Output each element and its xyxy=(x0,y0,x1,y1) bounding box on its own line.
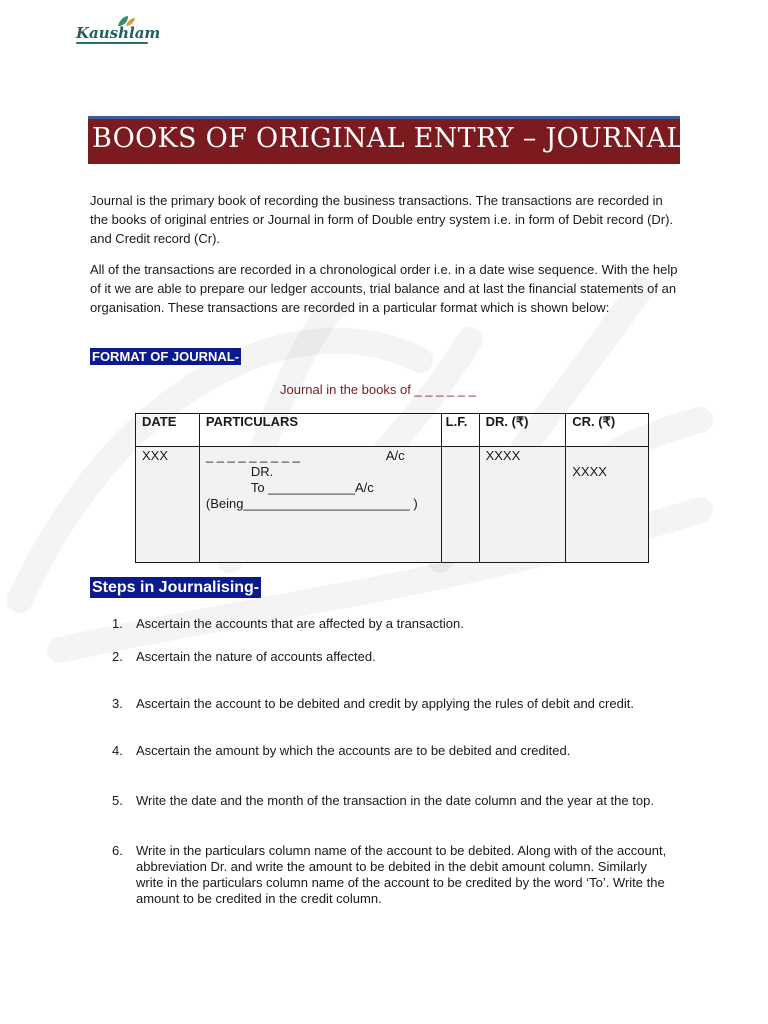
header-dr: DR. (₹) xyxy=(479,414,566,447)
journal-format-table xyxy=(135,413,649,563)
table-header-row xyxy=(136,414,649,447)
table-row xyxy=(136,447,649,563)
debit-account-ac: A/c xyxy=(385,448,405,463)
page-title-bar xyxy=(88,116,685,164)
cell-date: XXX xyxy=(136,447,200,563)
header-particulars: PARTICULARS xyxy=(199,414,441,447)
step-number: 2. xyxy=(112,649,123,664)
header-cr: CR. (₹) xyxy=(566,414,649,447)
cell-particulars xyxy=(199,447,441,563)
step-number: 4. xyxy=(112,743,123,758)
header-lf: L.F. xyxy=(441,414,479,447)
step-text: Ascertain the account to be debited and credit by applying the rules of debit and credit. xyxy=(136,696,634,711)
logo-underline xyxy=(76,42,148,44)
header-date: DATE xyxy=(136,414,200,447)
step-text: Write in the particulars column name of the account to be debited. Along with of the account, abbreviation Dr. and write the amount to be debited in the debit amount column. Similarly write in the particulars column name of the account to be credited by the word ‘To’. Write the amount to be credited in the credit column. xyxy=(136,843,667,906)
step-number: 1. xyxy=(112,616,123,631)
logo-text: Kaushlam xyxy=(76,24,161,42)
intro-paragraph: Journal is the primary book of recording the business transactions. The transactions are recorded in the books of original entries or Journal in form of Double entry system i.e. in form of Debit record (Dr). and Credit record (Cr). xyxy=(90,193,674,246)
step-text: Ascertain the accounts that are affected by a transaction. xyxy=(136,616,464,631)
debit-account-blank: _ _ _ _ _ _ _ _ _ xyxy=(205,448,300,463)
journal-caption: Journal in the books of _ _ _ _ _ _ xyxy=(280,382,476,397)
steps-heading: Steps in Journalising- xyxy=(92,579,260,596)
page-title: BOOKS OF ORIGINAL ENTRY – JOURNAL xyxy=(92,123,685,154)
narration-line: (Being_______________________ ) xyxy=(205,496,418,511)
credit-account-line: To ____________A/c xyxy=(250,480,374,495)
cell-cr xyxy=(566,447,649,563)
step-number: 3. xyxy=(112,696,123,711)
cell-dr: XXXX xyxy=(479,447,566,563)
step-number: 5. xyxy=(112,793,123,808)
step-text: Write the date and the month of the transaction in the date column and the year at the top. xyxy=(136,793,654,808)
dr-abbrev: DR. xyxy=(250,464,274,479)
kaushlam-logo xyxy=(76,14,161,48)
format-heading: FORMAT OF JOURNAL- xyxy=(92,349,240,364)
step-number: 6. xyxy=(112,843,123,858)
chronology-paragraph: All of the transactions are recorded in a chronological order i.e. in a date wise sequence. With the help of it we are able to prepare our ledger accounts, trial balance and at last the financial statements of an organisation. These transactions are recorded in a particular format which is shown below: xyxy=(90,262,678,315)
cell-lf xyxy=(441,447,479,563)
cell-cr-value: XXXX xyxy=(572,464,607,479)
step-text: Ascertain the amount by which the accounts are to be debited and credited. xyxy=(136,743,571,758)
step-text: Ascertain the nature of accounts affected. xyxy=(136,649,376,664)
